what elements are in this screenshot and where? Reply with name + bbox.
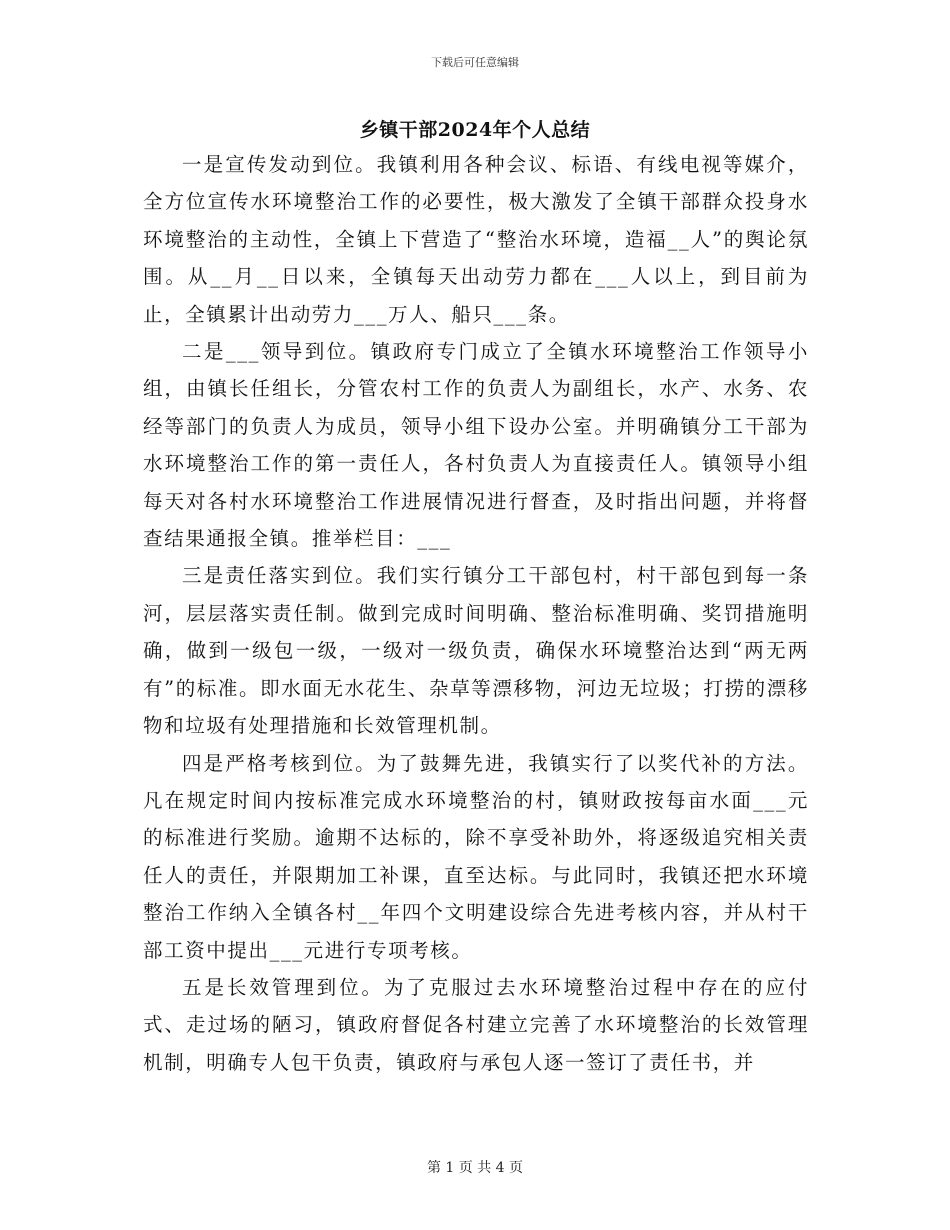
document-title: 乡镇干部2024年个人总结	[359, 119, 591, 141]
page-header-note: 下载后可任意编辑	[431, 56, 519, 69]
page-number-footer: 第 1 页 共 4 页	[426, 1160, 524, 1176]
document-body	[143, 146, 809, 1081]
paragraph-long-term-management: 五是长效管理到位。为了克服过去水环境整治过程中存在的应付式、走过场的陋习，镇政府督促各村建立完善了水环境整治的长效管理机制，明确专人包干负责，镇政府与承包人逐一签订了责任书，并	[143, 975, 809, 1074]
paragraph-leadership: 二是___领导到位。镇政府专门成立了全镇水环境整治工作领导小组，由镇长任组长，分管农村工作的负责人为副组长，水产、水务、农经等部门的负责人为成员，领导小组下设办公室。并明确镇分工干部为水环境整治工作的第一责任人，各村负责人为直接责任人。镇领导小组每天对各村水环境整治工作进展情况进行督查，及时指出问题，并将督查结果通报全镇。推举栏目：___	[143, 340, 809, 551]
paragraph-publicity: 一是宣传发动到位。我镇利用各种会议、标语、有线电视等媒介，全方位宣传水环境整治工作的必要性，极大激发了全镇干部群众投身水环境整治的主动性，全镇上下营造了“整治水环境，造福__人”的舆论氛围。从__月__日以来，全镇每天出动劳力都在___人以上，到目前为止，全镇累计出动劳力___万人、船只___条。	[143, 153, 809, 326]
paragraph-responsibility: 三是责任落实到位。我们实行镇分工干部包村，村干部包到每一条河，层层落实责任制。做到完成时间明确、整治标准明确、奖罚措施明确，做到一级包一级，一级对一级负责，确保水环境整治达到“两无两有”的标准。即水面无水花生、杂草等漂移物，河边无垃圾；打捞的漂移物和垃圾有处理措施和长效管理机制。	[143, 564, 809, 738]
paragraph-assessment: 四是严格考核到位。为了鼓舞先进，我镇实行了以奖代补的方法。凡在规定时间内按标准完成水环境整治的村，镇财政按每亩水面___元的标准进行奖励。逾期不达标的，除不享受补助外，将逐级追究相关责任人的责任，并限期加工补课，直至达标。与此同时，我镇还把水环境整治工作纳入全镇各村__年四个文明建设综合先进考核内容，并从村干部工资中提出___元进行专项考核。	[143, 751, 809, 962]
